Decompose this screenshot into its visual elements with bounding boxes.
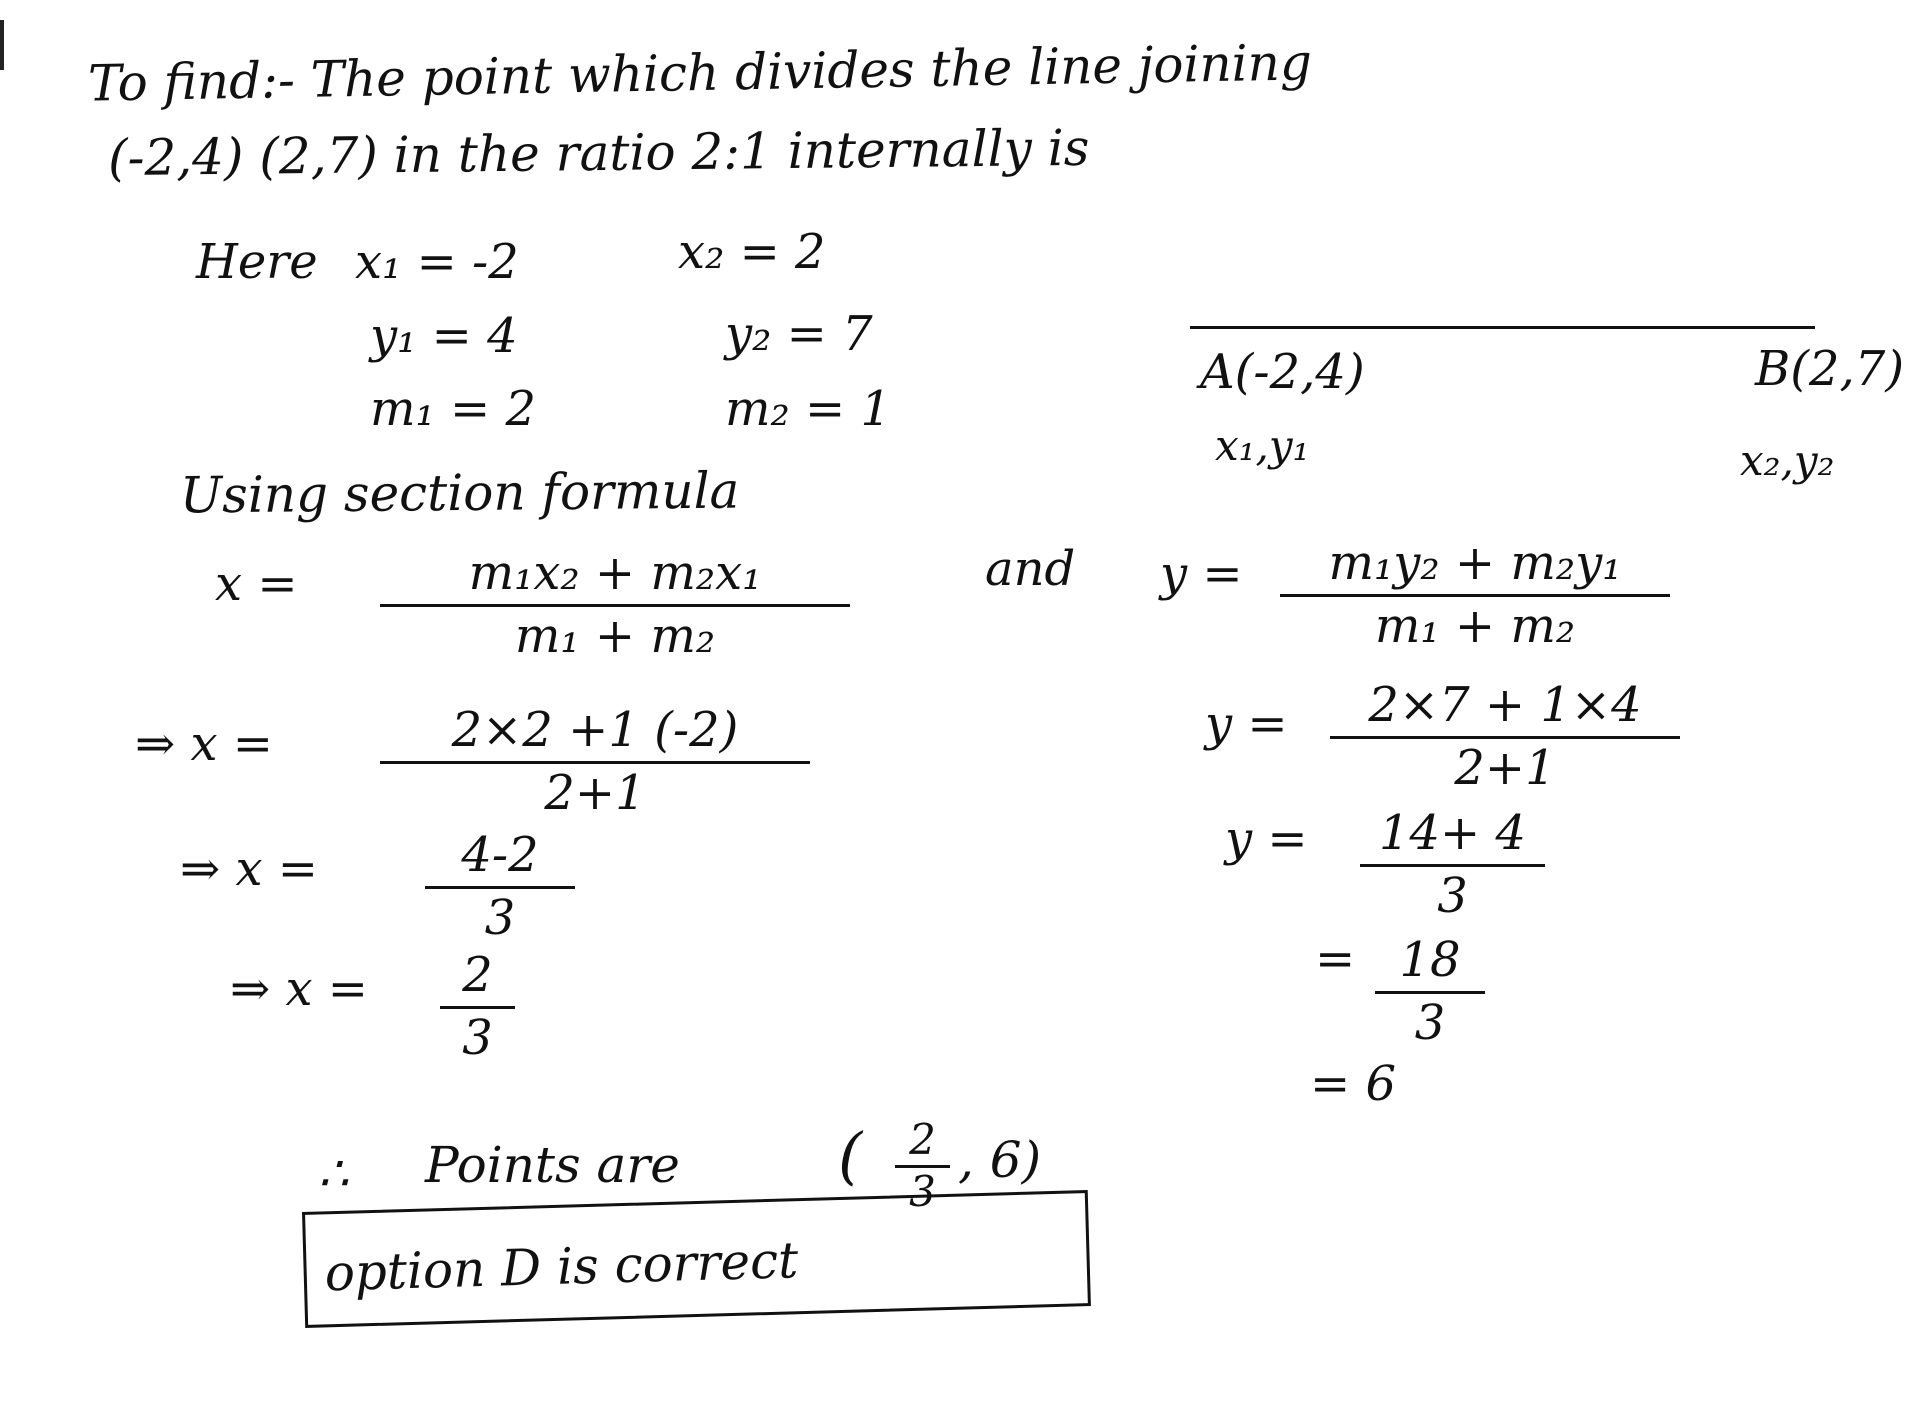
y-step3-bar <box>1375 991 1485 994</box>
x-step2-bar <box>425 886 575 889</box>
x-step1-denominator: 2+1 <box>544 765 646 822</box>
x-step1-numerator: 2×2 +1 (-2) <box>451 702 739 758</box>
x-formula-fraction <box>380 545 850 665</box>
x-step2-fraction <box>425 827 575 947</box>
y-step1-numerator: 2×7 + 1×4 <box>1368 677 1642 733</box>
y-step2-lhs: y = <box>1225 811 1308 867</box>
problem-line-2: (-2,4) (2,7) in the ratio 2:1 internally is <box>107 118 1090 188</box>
y-formula-denominator: m₁ + m₂ <box>1374 598 1576 655</box>
conclusion-paren-open: ( <box>838 1119 863 1192</box>
conclusion-fraction-numerator: 2 <box>909 1115 936 1164</box>
given-x1: x₁ = -2 <box>355 234 519 290</box>
y-step1-bar <box>1330 736 1680 739</box>
y-formula-numerator: m₁y₂ + m₂y₁ <box>1328 535 1622 591</box>
given-m1: m₁ = 2 <box>370 381 537 437</box>
segment-ab-line <box>1190 326 1815 329</box>
x-step3-bar <box>440 1006 515 1009</box>
y-step2-bar <box>1360 864 1545 867</box>
y-step1-denominator: 2+1 <box>1454 740 1556 797</box>
x-step1-bar <box>380 761 810 764</box>
y-step3-numerator: 18 <box>1399 932 1461 988</box>
x-formula-denominator: m₁ + m₂ <box>514 608 716 665</box>
scan-edge-mark <box>0 20 4 70</box>
x-step2-lhs: ⇒ x = <box>180 841 319 897</box>
x-step3-lhs: ⇒ x = <box>230 961 369 1017</box>
and-label: and <box>985 541 1076 597</box>
answer-box <box>302 1190 1091 1328</box>
y-step3-denominator: 3 <box>1414 995 1446 1052</box>
y-step1-lhs: y = <box>1205 696 1288 752</box>
x-step1-fraction <box>380 702 810 822</box>
conclusion-rest: , 6) <box>958 1131 1042 1189</box>
x-formula-bar <box>380 604 850 607</box>
x-step1-lhs: ⇒ x = <box>135 716 274 772</box>
problem-line-1: To find:- The point which divides the line joining <box>87 33 1313 113</box>
x-step3-denominator: 3 <box>462 1010 493 1067</box>
x-step2-denominator: 3 <box>484 890 516 947</box>
x-step3-numerator: 2 <box>462 947 493 1003</box>
x-formula-lhs: x = <box>215 556 298 612</box>
point-b-label: B(2,7) <box>1755 341 1905 397</box>
x-step2-numerator: 4-2 <box>461 827 539 883</box>
x-formula-numerator: m₁x₂ + m₂x₁ <box>468 545 762 601</box>
point-b-coords: x₂,y₂ <box>1740 436 1835 485</box>
method-label: Using section formula <box>179 461 740 525</box>
therefore-symbol: ∴ <box>318 1146 349 1202</box>
given-y2: y₂ = 7 <box>725 306 873 362</box>
given-here-label: Here <box>196 234 318 290</box>
y-step1-fraction <box>1330 677 1680 797</box>
answer-text: option D is correct <box>323 1231 799 1303</box>
conclusion-fraction-denominator: 3 <box>909 1167 936 1217</box>
y-step2-denominator: 3 <box>1437 868 1468 925</box>
y-formula-bar <box>1280 594 1670 597</box>
point-a-coords: x₁,y₁ <box>1215 421 1310 470</box>
given-m2: m₂ = 1 <box>725 381 892 437</box>
y-formula-fraction <box>1280 535 1670 655</box>
y-step2-numerator: 14+ 4 <box>1378 805 1527 861</box>
x-step3-fraction <box>440 947 515 1067</box>
y-step3-fraction <box>1375 932 1485 1052</box>
y-formula-lhs: y = <box>1160 546 1243 602</box>
y-step3-lhs: = <box>1315 931 1356 987</box>
given-x2: x₂ = 2 <box>678 224 826 280</box>
given-y1: y₁ = 4 <box>370 308 518 364</box>
y-step2-fraction <box>1360 805 1545 925</box>
y-result: = 6 <box>1310 1056 1397 1112</box>
conclusion-text: Points are <box>425 1136 680 1194</box>
point-a-label: A(-2,4) <box>1200 344 1365 400</box>
